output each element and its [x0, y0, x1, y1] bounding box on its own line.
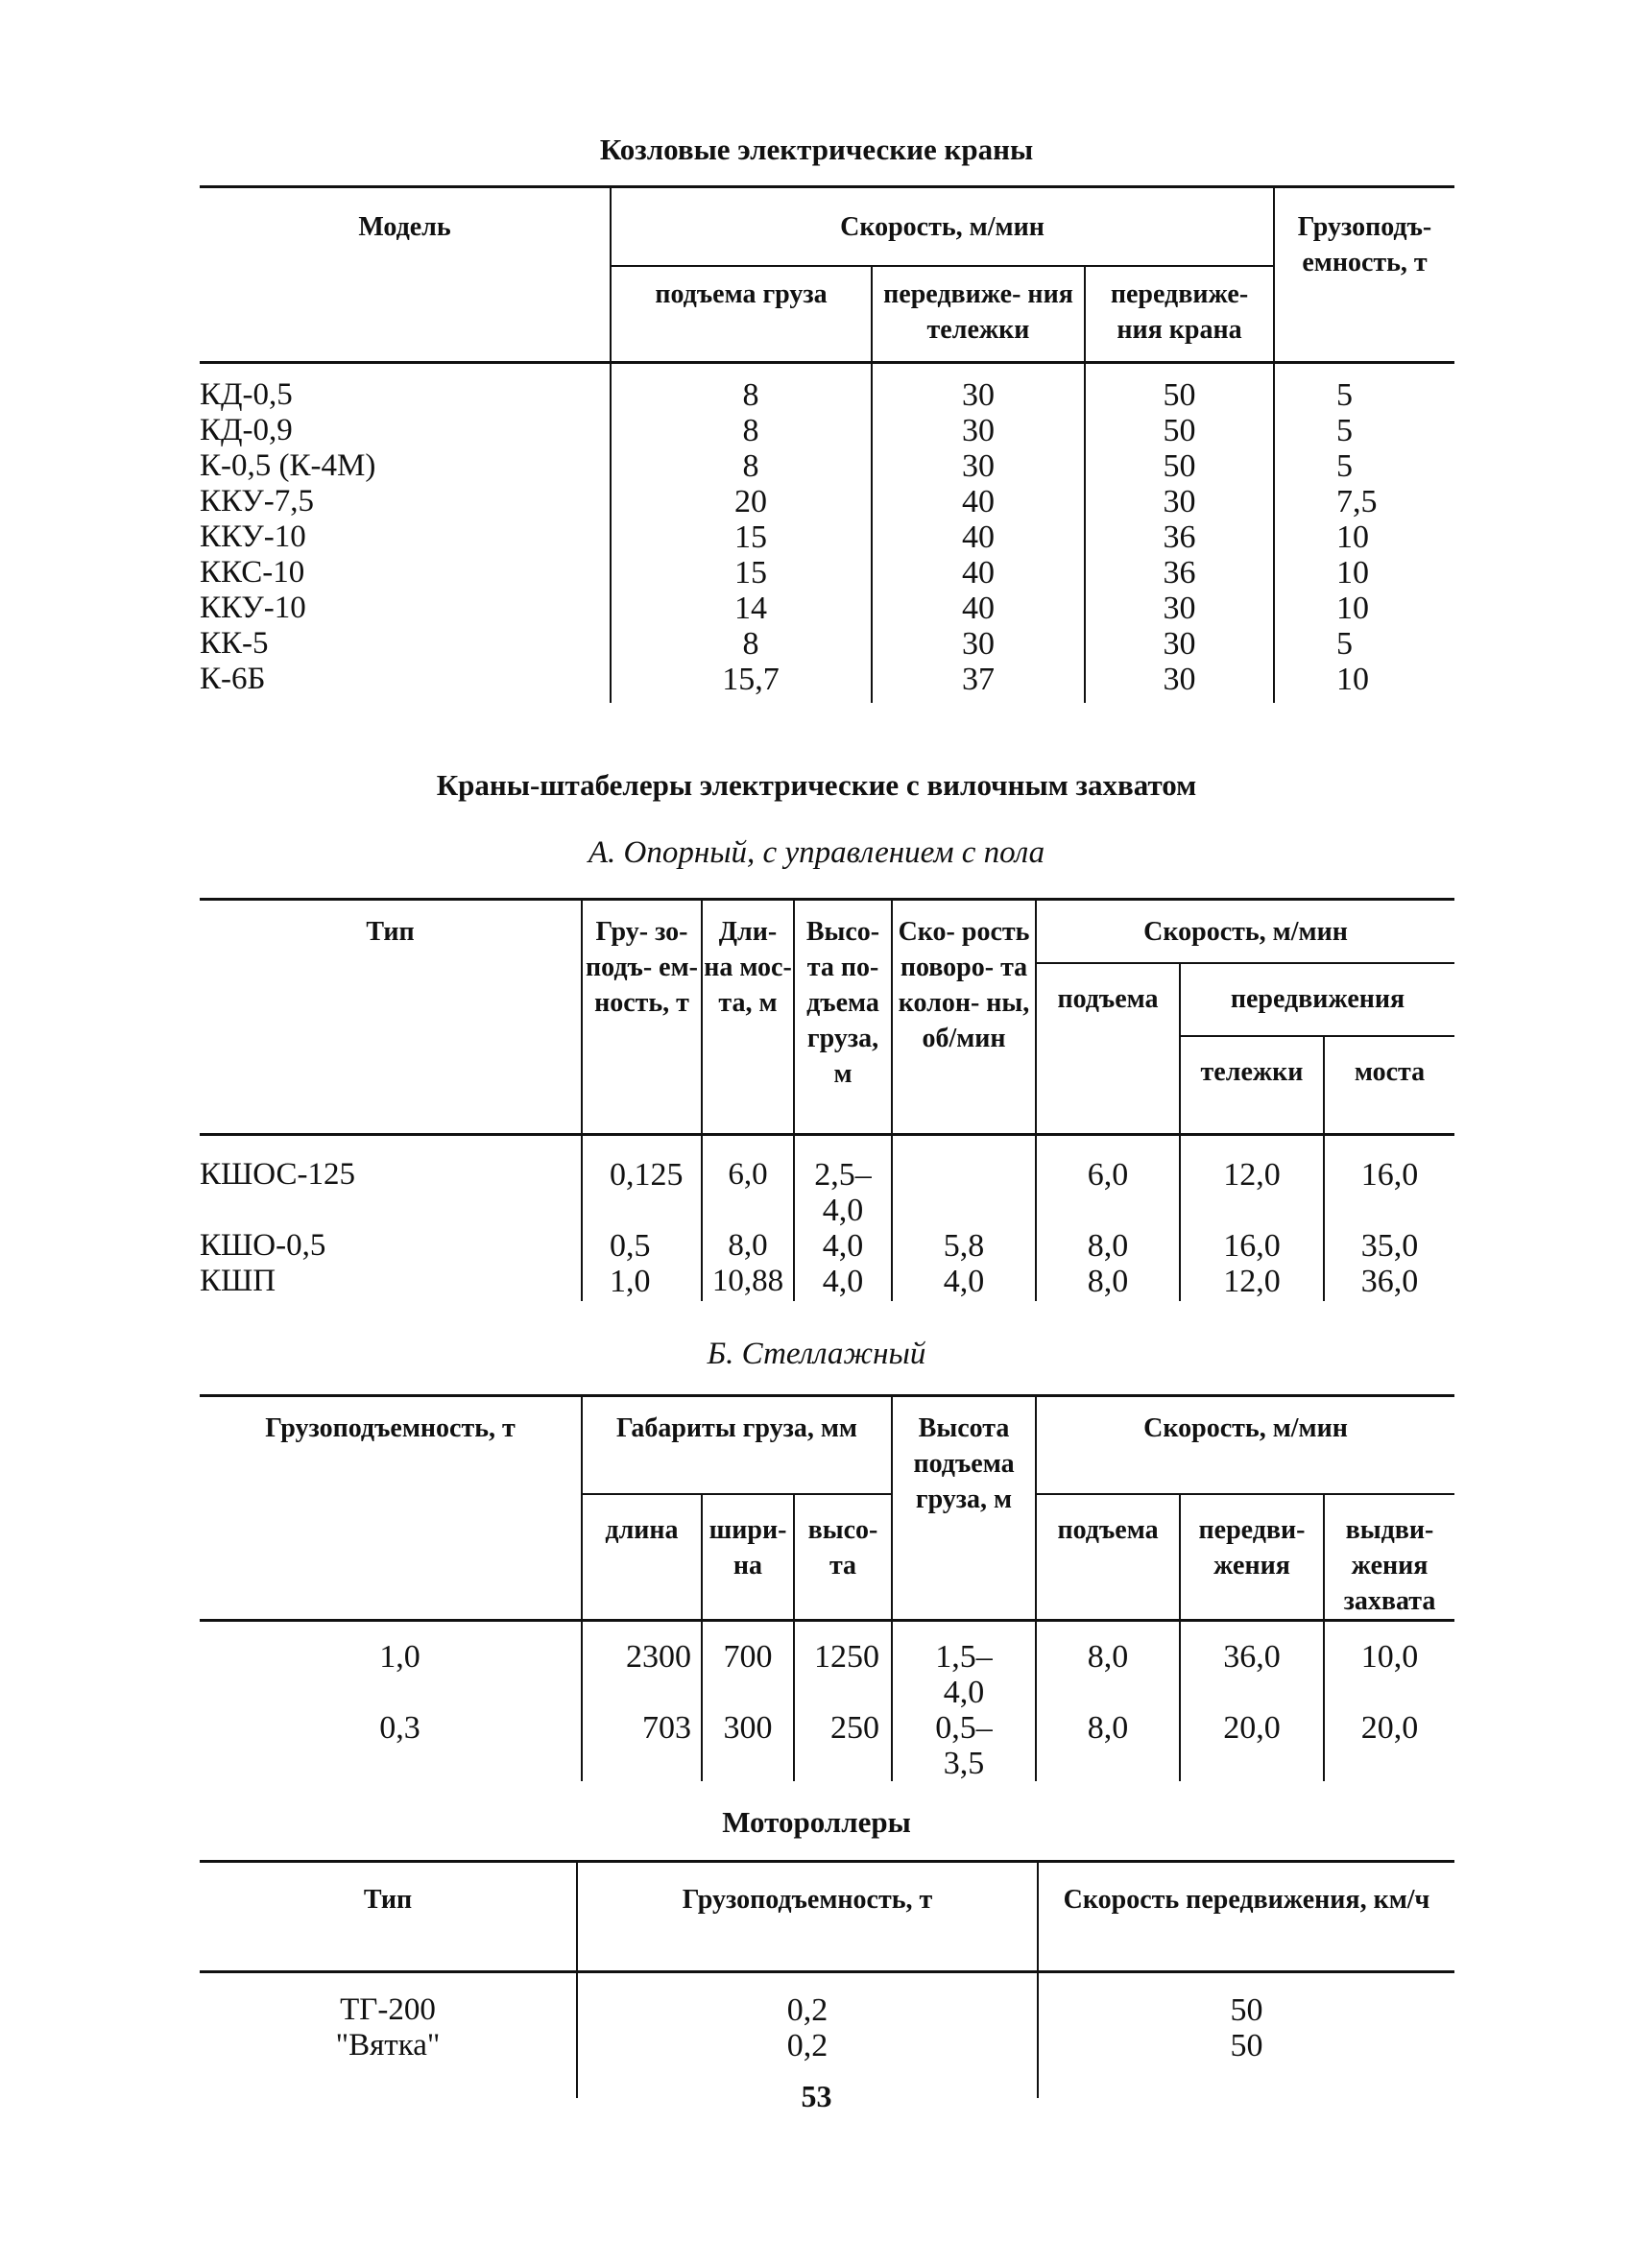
scooters-header-capacity: Грузоподъемность, т [577, 1862, 1038, 1972]
stacker-section-a-title: А. Опорный, с управлением с пола [588, 835, 1045, 870]
length-cell: 2300 [582, 1621, 702, 1711]
model-cell: ККУ-7,5 [200, 484, 314, 519]
gantry-table [200, 185, 1454, 703]
gantry-header-lift: подъема груза [611, 266, 872, 363]
lift-height-cell: 0,5– 3,5 [892, 1710, 1036, 1781]
stacker-a-header-lift-height: Высо- та по- дъема груза, м [794, 900, 892, 1135]
bridge-speed-cell: 36,0 [1324, 1264, 1454, 1301]
capacity-cell: 1,0 [379, 1639, 420, 1675]
capacity-cell: 0,125 [582, 1135, 702, 1229]
scooters-title: Мотороллеры [722, 1805, 911, 1839]
travel-speed-cell: 20,0 [1180, 1710, 1324, 1781]
capacity-cell: 10 [1274, 662, 1454, 703]
table-row [200, 1264, 1454, 1301]
capacity-cell: 0,5 [582, 1228, 702, 1264]
rotation-speed-cell [892, 1135, 1036, 1229]
trolley-speed-cell: 30 [872, 413, 1085, 448]
speed-cell: 50 [1038, 1972, 1454, 2029]
model-cell: КД-0,5 [200, 377, 293, 412]
height-cell: 1250 [794, 1621, 892, 1711]
table-row [200, 363, 1454, 414]
stacker-b-header-height: высо- та [794, 1494, 892, 1621]
crane-speed-cell: 50 [1085, 413, 1274, 448]
rotation-speed-cell: 4,0 [892, 1264, 1036, 1301]
table-row [200, 555, 1454, 591]
trolley-speed-cell: 40 [872, 591, 1085, 626]
gantry-header-model: Модель [200, 187, 611, 363]
table-row [200, 413, 1454, 448]
trolley-speed-cell: 30 [872, 363, 1085, 414]
stacker-a-header-speed: Скорость, м/мин [1036, 900, 1454, 964]
lift-speed-cell: 8 [611, 626, 872, 662]
gantry-title: Козловые электрические краны [599, 133, 1034, 166]
type-cell: ТГ-200 [340, 1992, 436, 2027]
trolley-speed-cell: 12,0 [1180, 1264, 1324, 1301]
stacker-a-header-capacity: Гру- зо- подъ- ем- ность, т [582, 900, 702, 1135]
scooters-header-speed: Скорость передвижения, км/ч [1038, 1862, 1454, 1972]
table-row [200, 1972, 1454, 2029]
table-row [200, 626, 1454, 662]
speed-cell: 50 [1038, 2028, 1454, 2098]
lift-speed-cell: 8 [611, 363, 872, 414]
table-row [200, 1135, 1454, 1229]
table-row [200, 662, 1454, 703]
crane-speed-cell: 50 [1085, 363, 1274, 414]
model-cell: ККУ-10 [200, 519, 306, 554]
lift-height-cell: 4,0 [794, 1228, 892, 1264]
stacker-a-header-bridge: моста [1324, 1036, 1454, 1135]
stacker-title: Краны-штабелеры электрические с вилочным захватом [436, 768, 1197, 802]
model-cell: К-0,5 (К-4М) [200, 448, 376, 483]
capacity-cell: 0,2 [577, 2028, 1038, 2098]
stacker-b-header-lift-height: Высота подъема груза, м [892, 1396, 1036, 1621]
capacity-cell: 10 [1274, 519, 1454, 555]
lift-speed-cell: 8 [611, 448, 872, 484]
crane-speed-cell: 30 [1085, 662, 1274, 703]
stacker-section-b-title: Б. Стеллажный [707, 1337, 926, 1371]
stacker-a-table [200, 898, 1454, 1301]
table-row [200, 448, 1454, 484]
bridge-length-cell: 10,88 [702, 1264, 794, 1301]
stacker-b-header-capacity: Грузоподъемность, т [200, 1396, 582, 1621]
trolley-speed-cell: 30 [872, 448, 1085, 484]
stacker-b-header-width: шири- на [702, 1494, 794, 1621]
length-cell: 703 [582, 1710, 702, 1781]
page-number: 53 [801, 2079, 832, 2113]
model-cell: КД-0,9 [200, 413, 293, 447]
lift-height-cell: 2,5– 4,0 [794, 1135, 892, 1229]
capacity-cell: 10 [1274, 555, 1454, 591]
gantry-header-crane: передвиже- ния крана [1085, 266, 1274, 363]
lift-speed-cell: 14 [611, 591, 872, 626]
stacker-b-header-dims: Габариты груза, мм [582, 1396, 892, 1495]
stacker-a-header-type: Тип [200, 900, 582, 1135]
bridge-length-cell: 8,0 [702, 1228, 794, 1264]
lift-speed-cell: 15,7 [611, 662, 872, 703]
trolley-speed-cell: 37 [872, 662, 1085, 703]
capacity-cell: 5 [1274, 363, 1454, 414]
capacity-cell: 0,2 [577, 1972, 1038, 2029]
capacity-cell: 1,0 [582, 1264, 702, 1301]
width-cell: 300 [702, 1710, 794, 1781]
trolley-speed-cell: 16,0 [1180, 1228, 1324, 1264]
trolley-speed-cell: 40 [872, 555, 1085, 591]
scooters-table [200, 1860, 1454, 2098]
table-row [200, 1710, 1454, 1781]
table-row [200, 484, 1454, 519]
table-row [200, 519, 1454, 555]
width-cell: 700 [702, 1621, 794, 1711]
stacker-b-header-length: длина [582, 1494, 702, 1621]
lift-speed-cell: 8 [611, 413, 872, 448]
stacker-a-header-rot-speed: Ско- рость поворо- та колон- ны, об/мин [892, 900, 1036, 1135]
trolley-speed-cell: 40 [872, 484, 1085, 519]
stacker-b-table [200, 1394, 1454, 1781]
crane-speed-cell: 30 [1085, 484, 1274, 519]
table-row [200, 591, 1454, 626]
stacker-a-header-travel: передвижения [1180, 963, 1454, 1036]
lift-height-cell: 4,0 [794, 1264, 892, 1301]
crane-speed-cell: 50 [1085, 448, 1274, 484]
crane-speed-cell: 36 [1085, 519, 1274, 555]
crane-speed-cell: 36 [1085, 555, 1274, 591]
model-cell: ККУ-10 [200, 591, 306, 625]
bridge-length-cell: 6,0 [702, 1135, 794, 1229]
trolley-speed-cell: 30 [872, 626, 1085, 662]
table-row [200, 1228, 1454, 1264]
lift-speed-cell: 8,0 [1036, 1710, 1180, 1781]
travel-speed-cell: 36,0 [1180, 1621, 1324, 1711]
type-cell: "Вятка" [335, 2028, 441, 2063]
lift-speed-cell: 6,0 [1036, 1135, 1180, 1229]
crane-speed-cell: 30 [1085, 591, 1274, 626]
model-cell: К-6Б [200, 662, 266, 696]
stacker-b-header-extend: выдви- жения захвата [1324, 1494, 1454, 1621]
capacity-cell: 10 [1274, 591, 1454, 626]
trolley-speed-cell: 12,0 [1180, 1135, 1324, 1229]
lift-speed-cell: 20 [611, 484, 872, 519]
gantry-header-speed: Скорость, м/мин [611, 187, 1274, 267]
gantry-header-trolley: передвиже- ния тележки [872, 266, 1085, 363]
scooters-header-type: Тип [200, 1862, 577, 1972]
type-cell: КШП [200, 1264, 276, 1298]
capacity-cell: 5 [1274, 448, 1454, 484]
crane-speed-cell: 30 [1085, 626, 1274, 662]
extend-speed-cell: 10,0 [1324, 1621, 1454, 1711]
model-cell: ККС-10 [200, 555, 305, 590]
rotation-speed-cell: 5,8 [892, 1228, 1036, 1264]
lift-speed-cell: 15 [611, 519, 872, 555]
capacity-cell: 5 [1274, 626, 1454, 662]
lift-speed-cell: 8,0 [1036, 1264, 1180, 1301]
gantry-header-capacity: Грузоподъ- емность, т [1274, 187, 1454, 363]
type-cell: КШО-0,5 [200, 1228, 326, 1263]
lift-speed-cell: 8,0 [1036, 1228, 1180, 1264]
stacker-a-header-bridge-len: Дли- на мос- та, м [702, 900, 794, 1135]
stacker-a-header-lift: подъема [1036, 963, 1180, 1135]
lift-speed-cell: 8,0 [1036, 1621, 1180, 1711]
capacity-cell: 7,5 [1274, 484, 1454, 519]
lift-height-cell: 1,5– 4,0 [892, 1621, 1036, 1711]
stacker-b-header-speed: Скорость, м/мин [1036, 1396, 1454, 1495]
lift-speed-cell: 15 [611, 555, 872, 591]
trolley-speed-cell: 40 [872, 519, 1085, 555]
extend-speed-cell: 20,0 [1324, 1710, 1454, 1781]
stacker-b-header-travel: передви- жения [1180, 1494, 1324, 1621]
capacity-cell: 5 [1274, 413, 1454, 448]
height-cell: 250 [794, 1710, 892, 1781]
bridge-speed-cell: 35,0 [1324, 1228, 1454, 1264]
model-cell: КК-5 [200, 626, 269, 661]
type-cell: КШОС-125 [200, 1157, 356, 1192]
stacker-b-header-lift: подъема [1036, 1494, 1180, 1621]
table-row [200, 1621, 1454, 1711]
bridge-speed-cell: 16,0 [1324, 1135, 1454, 1229]
capacity-cell: 0,3 [379, 1710, 420, 1746]
stacker-a-header-trolley: тележки [1180, 1036, 1324, 1135]
